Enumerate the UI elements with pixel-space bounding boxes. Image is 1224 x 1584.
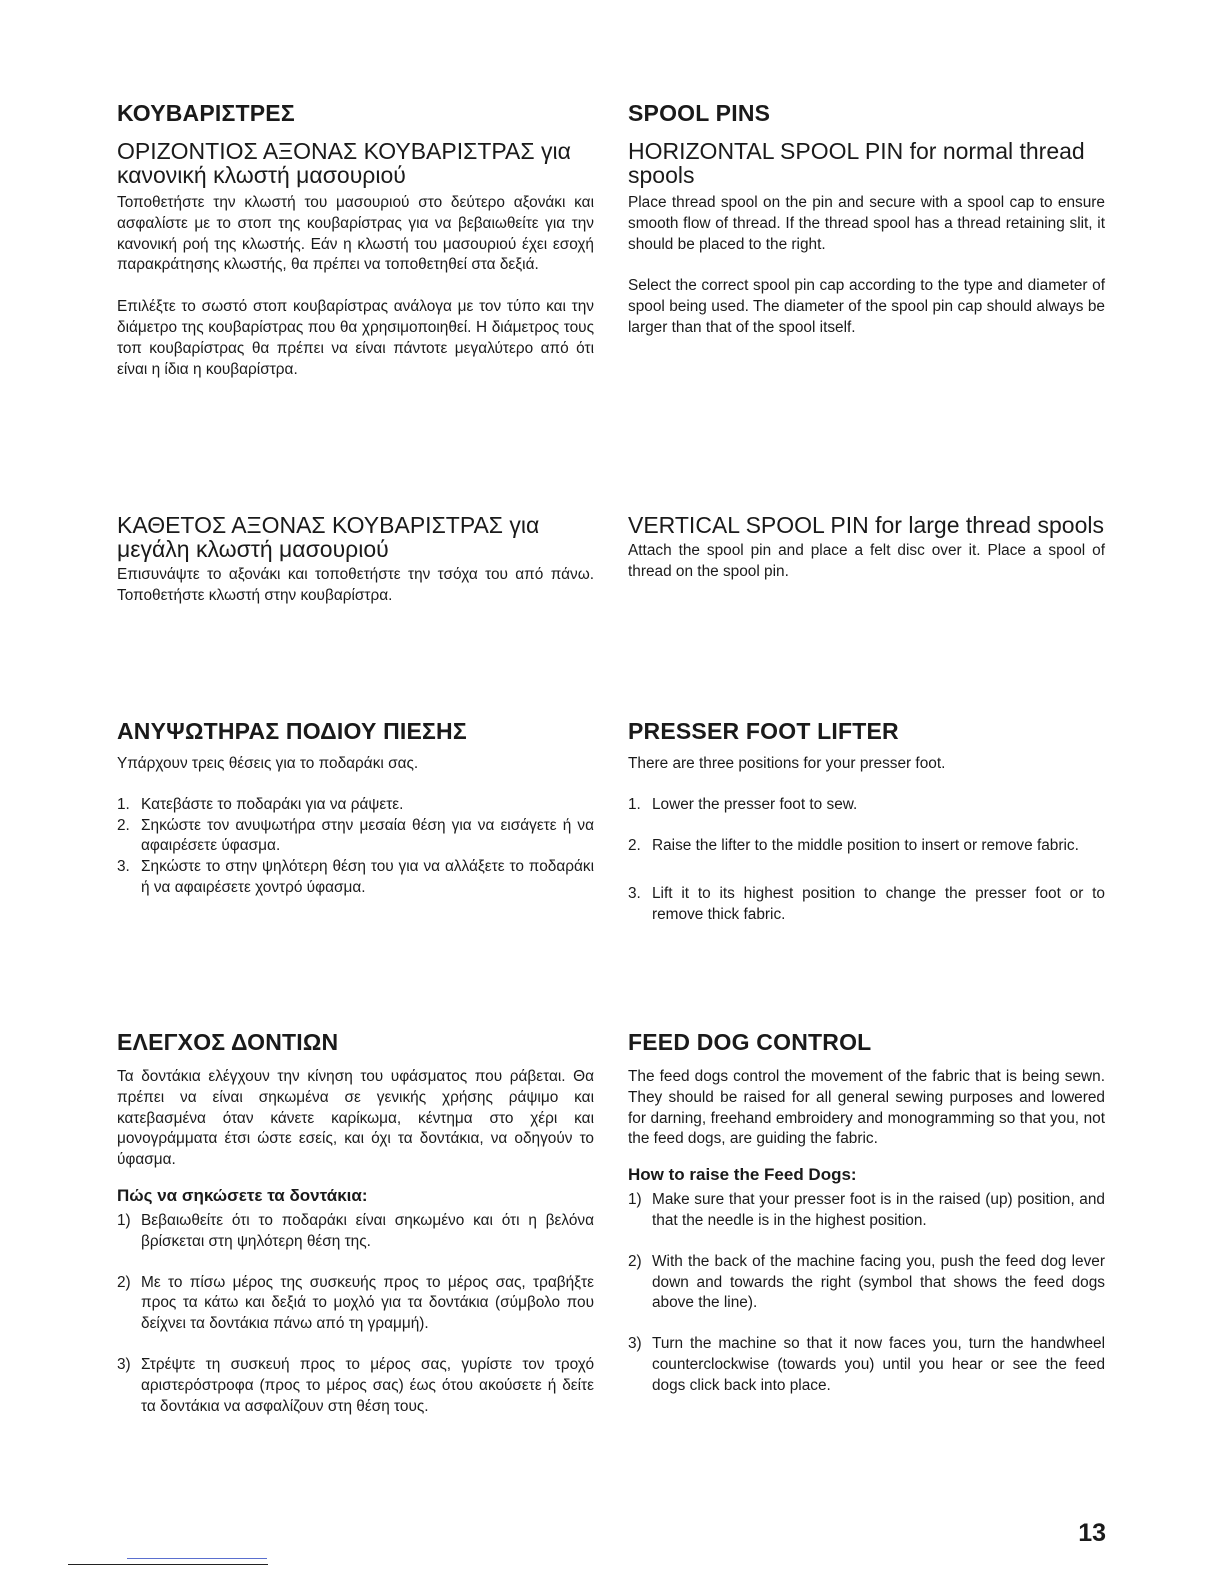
en-spool-pins-title: SPOOL PINS	[628, 100, 771, 126]
list-item-text: Lower the presser foot to sew.	[652, 795, 858, 813]
list-item-number: 1.	[628, 795, 641, 813]
list-item-number: 2.	[117, 816, 130, 834]
list-item-text: Κατεβάστε το ποδαράκι για να ράψετε.	[141, 795, 404, 813]
list-item-text: With the back of the machine facing you, push the feed dog lever down and towards the right (symbol that shows the feed dogs above the line).	[652, 1252, 1105, 1312]
footer-rule-blue	[127, 1558, 267, 1559]
list-item-number: 2.	[628, 836, 641, 854]
gr-vertical-spool-title: ΚΑΘΕΤΟΣ ΑΞΟΝΑΣ ΚΟΥΒΑΡΙΣΤΡΑΣ για μεγάλη κλωστή μασουριού	[117, 512, 540, 562]
gr-feed-intro: Τα δοντάκια ελέγχουν την κίνηση του υφάσματος που ράβεται. Θα πρέπει να είναι σηκωμένα σε γενικής χρήσης ράψιμο και κατεβασμένα όταν κάνετε καρίκωμα, κέντημα στο χέρι και μονογράμματα έτσι ώστε εσείς, και όχι τα δοντάκια, να οδηγούν το ύφασμα.	[117, 1068, 594, 1169]
list-item	[628, 1334, 1105, 1396]
list-item	[628, 1252, 1105, 1314]
list-item	[628, 795, 1105, 816]
list-item	[628, 836, 1105, 857]
list-item-text: Βεβαιωθείτε ότι το ποδαράκι είναι σηκωμένο και ότι η βελόνα βρίσκεται στη ψηλότερη θέση της.	[141, 1211, 594, 1250]
list-item-number: 3)	[117, 1355, 131, 1373]
list-item	[117, 857, 594, 899]
en-feed-title: FEED DOG CONTROL	[628, 1029, 872, 1055]
en-presser-intro: There are three positions for your presser foot.	[628, 755, 946, 772]
list-item-number: 1.	[117, 795, 130, 813]
list-item-text: Σηκώστε το στην ψηλότερη θέση του για να αλλάξετε το ποδαράκι ή να αφαιρέσετε χοντρό ύφασμα.	[141, 858, 594, 896]
gr-vertical-spool-text: Επισυνάψτε το αξονάκι και τοποθετήστε την τσόχα του από πάνω. Τοποθετήστε κλωστή στην κουβαρίστρα.	[117, 566, 594, 604]
en-vertical-spool-section	[628, 513, 1105, 583]
footer-rule	[68, 1564, 268, 1565]
en-feed-subtitle: How to raise the Feed Dogs:	[628, 1165, 857, 1185]
en-feed-list	[628, 1190, 1105, 1396]
list-item-number: 2)	[628, 1252, 642, 1270]
list-item	[628, 884, 1105, 926]
list-item-number: 1)	[117, 1211, 131, 1229]
list-item-text: Σηκώστε τον ανυψωτήρα στην μεσαία θέση για να εισάγετε ή να αφαιρέσετε ύφασμα.	[141, 816, 594, 855]
gr-horizontal-spool-title: ΟΡΙΖΟΝΤΙΟΣ ΑΞΟΝΑΣ ΚΟΥΒΑΡΙΣΤΡΑΣ για κανονική κλωστή μασουριού	[117, 138, 571, 188]
list-item-number: 3.	[117, 858, 130, 876]
en-horizontal-spool-title: HORIZONTAL SPOOL PIN for normal thread spools	[628, 138, 1085, 188]
page-number: 13	[1078, 1519, 1106, 1547]
list-item-text: Lift it to its highest position to change the presser foot or to remove thick fabric.	[652, 885, 1105, 924]
list-item-text: Turn the machine so that it now faces you, turn the handwheel counterclockwise (towards you) until you hear or see the feed dogs click back into place.	[652, 1335, 1105, 1394]
gr-horizontal-spool-text-2: Επιλέξτε το σωστό στοπ κουβαρίστρας ανάλογα με τον τύπο και την διάμετρο της κουβαρίστρας που θα χρησιμοποιηθεί. Η διάμετρος τους τοπ κουβαρίστρας θα πρέπει να είναι πάντοτε μεγαλύτερο από ότι είναι η ίδια η κουβαρίστρα.	[117, 298, 594, 378]
gr-presser-section	[117, 717, 594, 899]
list-item	[628, 1190, 1105, 1232]
gr-presser-title: ΑΝΥΨΩΤΗΡΑΣ ΠΟΔΙΟΥ ΠΙΕΣΗΣ	[117, 718, 467, 744]
list-item	[117, 1211, 594, 1253]
gr-vertical-spool-section	[117, 513, 594, 607]
gr-feed-section	[117, 1028, 594, 1417]
list-item-text: Raise the lifter to the middle position to insert or remove fabric.	[652, 836, 1079, 854]
gr-feed-list	[117, 1211, 594, 1417]
list-item-number: 1)	[628, 1191, 642, 1209]
gr-feed-subtitle: Πώς να σηκώσετε τα δοντάκια:	[117, 1185, 368, 1205]
list-item-text: Στρέψτε τη συσκευή προς το μέρος σας, γυρίστε τον τροχό αριστερόστροφα (προς το μέρος σας) έως ότου ακούσετε ή δείτε τα δοντάκια να ασφαλίζουν στη θέση τους.	[141, 1355, 594, 1415]
list-item-number: 3)	[628, 1335, 642, 1353]
en-presser-list	[628, 795, 1105, 926]
list-item	[117, 816, 594, 858]
en-vertical-spool-title: VERTICAL SPOOL PIN for large thread spools	[628, 512, 1104, 538]
gr-presser-list	[117, 795, 594, 899]
list-item-text: Με το πίσω μέρος της συσκευής προς το μέρος σας, τραβήξτε προς τα κάτω και δεξιά το μοχλό για τα δοντάκια (σύμβολο που δείχνει τα δοντάκια πάνω από τη γραμμή).	[141, 1273, 594, 1333]
list-item-number: 3.	[628, 885, 641, 903]
gr-presser-intro: Υπάρχουν τρεις θέσεις για το ποδαράκι σας.	[117, 755, 419, 772]
list-item	[117, 1355, 594, 1417]
en-spool-pins-section	[628, 99, 1105, 339]
list-item	[117, 1273, 594, 1335]
en-presser-section	[628, 717, 1105, 926]
list-item-number: 2)	[117, 1273, 131, 1291]
gr-feed-title: ΕΛΕΓΧΟΣ ΔΟΝΤΙΩΝ	[117, 1029, 339, 1055]
list-item-text: Make sure that your presser foot is in the raised (up) position, and that the needle is in the highest position.	[652, 1191, 1105, 1229]
en-feed-section	[628, 1028, 1105, 1397]
en-horizontal-spool-text-2: Select the correct spool pin cap according to the type and diameter of spool being used. The diameter of the spool pin cap should always be larger than that of the spool itself.	[628, 277, 1105, 336]
gr-spool-pins-title: ΚΟΥΒΑΡΙΣΤΡΕΣ	[117, 100, 295, 126]
en-feed-intro: The feed dogs control the movement of the fabric that is being sewn. They should be raised for all general sewing purposes and lowered for darning, freehand embroidery and monogramming so that you, not the feed dogs, are guiding the fabric.	[628, 1068, 1105, 1148]
en-vertical-spool-text: Attach the spool pin and place a felt disc over it. Place a spool of thread on the spool pin.	[628, 542, 1105, 580]
gr-horizontal-spool-text-1: Τοποθετήστε την κλωστή του μασουριού στο δεύτερο αξονάκι και ασφαλίστε με το στοπ της κουβαρίστρας για να βεβαιωθείτε για την κανονική ροή της κλωστής. Εάν η κλωστή του μασουριού έχει εσοχή παρακράτησης κλωστής, θα πρέπει να τοποθετηθεί στα δεξιά.	[117, 194, 594, 274]
gr-spool-pins-section	[117, 99, 594, 380]
list-item	[117, 795, 594, 816]
en-presser-title: PRESSER FOOT LIFTER	[628, 718, 899, 744]
en-horizontal-spool-text-1: Place thread spool on the pin and secure with a spool cap to ensure smooth flow of thread. If the thread spool has a thread retaining slit, it should be placed to the right.	[628, 194, 1105, 253]
